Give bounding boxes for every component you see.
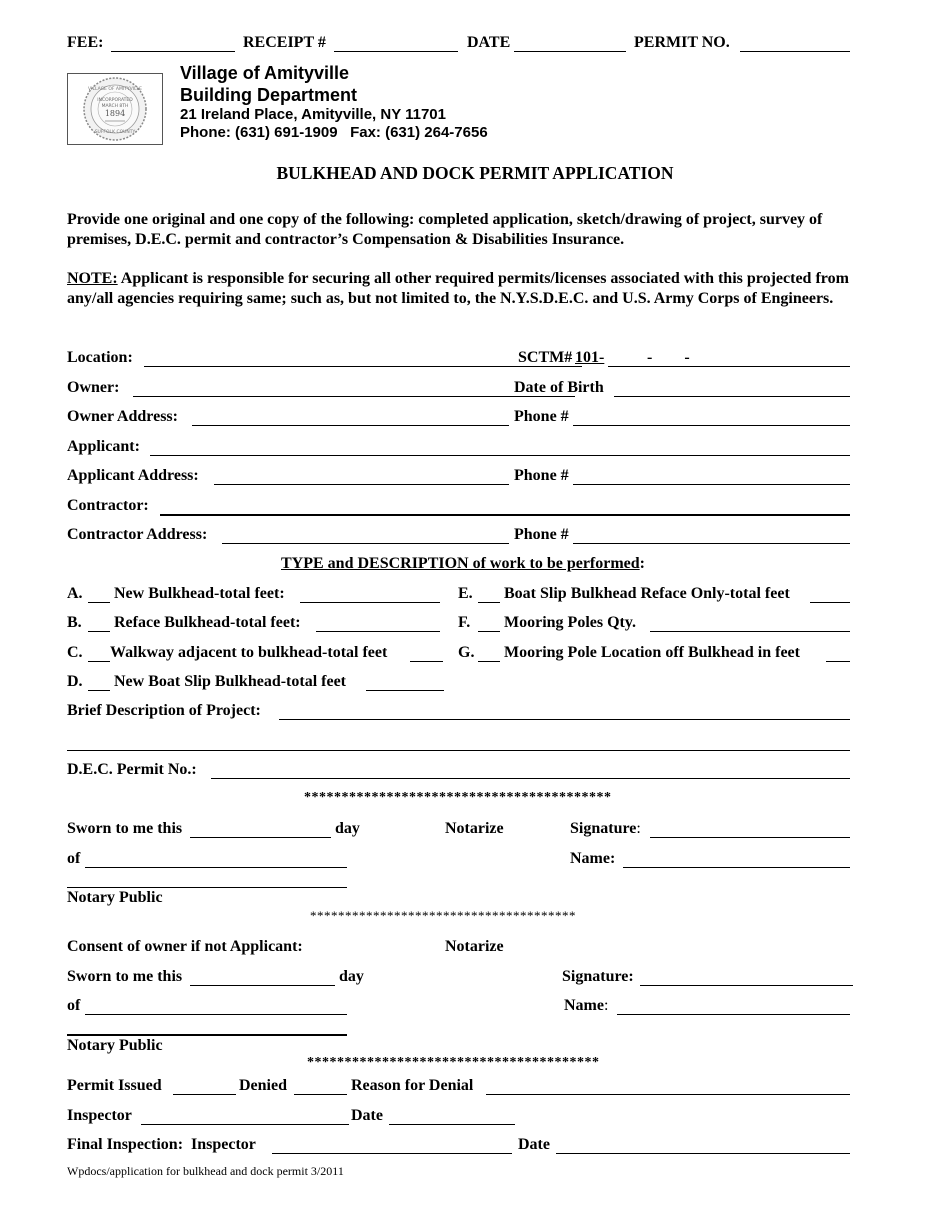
item-e-letter: E. xyxy=(458,585,473,602)
final-date-field[interactable] xyxy=(556,1136,850,1154)
item-b-check[interactable] xyxy=(88,614,110,632)
seal-emblem xyxy=(68,74,162,144)
item-a-field[interactable] xyxy=(300,585,440,603)
sworn-day-field-2[interactable] xyxy=(190,968,335,986)
owner-address-row xyxy=(67,408,850,430)
denied-label: Denied xyxy=(239,1077,287,1094)
village-seal xyxy=(67,73,163,145)
date-field[interactable] xyxy=(514,34,626,52)
sworn-label-2: Sworn to me this xyxy=(67,968,183,985)
inspector-date-label: Date xyxy=(351,1107,383,1124)
dec-permit-row xyxy=(67,761,850,783)
signature-label-1: Signature: xyxy=(570,820,641,837)
sworn-label-1: Sworn to me this xyxy=(67,820,183,837)
dob-label: Date of Birth xyxy=(514,379,604,396)
name-label-1: Name: xyxy=(570,850,616,867)
item-c-field[interactable] xyxy=(410,644,443,662)
sctm-dashes: - - xyxy=(647,349,690,366)
item-c-check[interactable] xyxy=(88,644,110,662)
notary-public-label-2: Notary Public xyxy=(67,1037,163,1054)
item-a-letter: A. xyxy=(67,585,83,602)
notary-signature-line-2[interactable] xyxy=(67,1017,347,1036)
applicant-field[interactable] xyxy=(150,438,850,456)
sctm-prefix: 101- xyxy=(575,349,605,366)
item-f-letter: F. xyxy=(458,614,471,631)
name-field-1[interactable] xyxy=(623,850,850,868)
applicant-row xyxy=(67,438,850,460)
day-label-1: day xyxy=(335,820,360,837)
sctm-field[interactable] xyxy=(608,349,850,367)
brief-description-field[interactable] xyxy=(279,702,850,720)
consent-row xyxy=(67,938,850,960)
note-text: Applicant is responsible for securing all other required permits/licenses associated with this projected from any/all agencies requiring same; such as, but not limited to, the N.Y.S.D.E.C. and U.S. Army Corps of Engineers. xyxy=(67,270,849,307)
brief-description-row xyxy=(67,702,850,724)
work-heading xyxy=(281,555,645,573)
final-inspection-label: Final Inspection: Inspector xyxy=(67,1136,256,1153)
fee-field[interactable] xyxy=(111,34,235,52)
item-a-label: New Bulkhead-total feet: xyxy=(114,585,285,602)
item-c-letter: C. xyxy=(67,644,83,661)
applicant-phone-field[interactable] xyxy=(573,467,850,485)
final-inspector-field[interactable] xyxy=(272,1136,512,1154)
of-row-1 xyxy=(67,850,850,872)
permit-no-field[interactable] xyxy=(740,34,850,52)
inspector-date-field[interactable] xyxy=(389,1107,515,1125)
item-f-field[interactable] xyxy=(650,614,850,632)
item-d-label: New Boat Slip Bulkhead-total feet xyxy=(114,673,346,690)
final-date-label: Date xyxy=(518,1136,550,1153)
work-row-d xyxy=(67,673,850,695)
work-heading-colon: : xyxy=(639,555,645,572)
permit-issued-label: Permit Issued xyxy=(67,1077,162,1094)
name-label-2: Name: xyxy=(564,997,609,1014)
department-phone-fax: Phone: (631) 691-1909 Fax: (631) 264-7656 xyxy=(180,124,488,141)
item-d-field[interactable] xyxy=(366,673,444,691)
notarize-label-2: Notarize xyxy=(445,938,504,955)
owner-address-label: Owner Address: xyxy=(67,408,178,425)
of-label-2: of xyxy=(67,997,81,1014)
day-label-2: day xyxy=(339,968,364,985)
work-row-c-g xyxy=(67,644,850,666)
of-label-1: of xyxy=(67,850,81,867)
item-b-label: Reface Bulkhead-total feet: xyxy=(114,614,301,631)
signature-label-2: Signature: xyxy=(562,968,634,985)
reason-denial-field[interactable] xyxy=(486,1077,850,1095)
contractor-phone-field[interactable] xyxy=(573,526,850,544)
seal-text-incorporated: INCORPORATED xyxy=(97,98,133,103)
date-label: DATE xyxy=(467,34,511,51)
signature-field-1[interactable] xyxy=(650,820,850,838)
of-field-1[interactable] xyxy=(85,850,347,868)
note-paragraph xyxy=(67,269,879,308)
sworn-day-field-1[interactable] xyxy=(190,820,331,838)
work-row-a-e xyxy=(67,585,850,607)
notary-signature-line-1[interactable] xyxy=(67,870,347,888)
item-g-label: Mooring Pole Location off Bulkhead in feet xyxy=(504,644,800,661)
applicant-address-label: Applicant Address: xyxy=(67,467,199,484)
dec-permit-label: D.E.C. Permit No.: xyxy=(67,761,197,778)
village-name: Village of Amityville xyxy=(180,63,350,83)
contractor-row xyxy=(67,497,850,519)
item-e-check[interactable] xyxy=(478,585,500,603)
work-row-b-f xyxy=(67,614,850,636)
location-field[interactable] xyxy=(144,349,582,367)
receipt-field[interactable] xyxy=(334,34,458,52)
owner-phone-label: Phone # xyxy=(514,408,569,425)
page-title: BULKHEAD AND DOCK PERMIT APPLICATION xyxy=(276,163,674,183)
owner-field[interactable] xyxy=(133,379,575,397)
consent-label: Consent of owner if not Applicant: xyxy=(67,938,303,955)
applicant-label: Applicant: xyxy=(67,438,140,455)
permit-no-label: PERMIT NO. xyxy=(634,34,730,51)
notary-public-label-1: Notary Public xyxy=(67,889,163,906)
building-department: Building Department xyxy=(180,85,358,105)
contractor-address-field[interactable] xyxy=(222,526,509,544)
fee-label: FEE: xyxy=(67,34,104,51)
final-inspection-row xyxy=(67,1136,850,1158)
permit-issued-field[interactable] xyxy=(173,1077,236,1095)
contractor-address-row xyxy=(67,526,850,548)
seal-text-date: MARCH 8TH xyxy=(101,104,129,109)
inspector-label: Inspector xyxy=(67,1107,132,1124)
contractor-field[interactable] xyxy=(160,497,850,516)
owner-row xyxy=(67,379,850,401)
seal-text-year: 1894 xyxy=(104,109,126,118)
sworn-row-1 xyxy=(67,820,850,842)
separator-stars-1: ***************************************** xyxy=(304,790,612,805)
contractor-phone-label: Phone # xyxy=(514,526,569,543)
seal-text-bottom: SUFFOLK COUNTY xyxy=(94,130,136,135)
applicant-address-row xyxy=(67,467,850,489)
separator-stars-3: *************************************** xyxy=(307,1055,600,1070)
applicant-phone-label: Phone # xyxy=(514,467,569,484)
contractor-address-label: Contractor Address: xyxy=(67,526,208,543)
brief-description-field-line2[interactable] xyxy=(67,733,850,751)
brief-description-label: Brief Description of Project: xyxy=(67,702,261,719)
location-row xyxy=(67,349,850,371)
inspector-row xyxy=(67,1107,850,1129)
item-a-check[interactable] xyxy=(88,585,110,603)
name-field-2[interactable] xyxy=(617,997,850,1015)
item-c-label: Walkway adjacent to bulkhead-total feet xyxy=(110,644,388,661)
work-heading-text: TYPE and DESCRIPTION of work to be performed xyxy=(281,555,640,572)
denied-field[interactable] xyxy=(294,1077,347,1095)
owner-address-field[interactable] xyxy=(192,408,509,426)
item-d-check[interactable] xyxy=(88,673,110,691)
item-b-field[interactable] xyxy=(316,614,440,632)
contractor-label: Contractor: xyxy=(67,497,149,514)
of-row-2 xyxy=(67,997,850,1019)
item-f-label: Mooring Poles Qty. xyxy=(504,614,636,631)
footer-text: Wpdocs/application for bulkhead and dock permit 3/2011 xyxy=(67,1164,344,1178)
permit-issued-row xyxy=(67,1077,850,1099)
receipt-label: RECEIPT # xyxy=(243,34,326,51)
department-address: 21 Ireland Place, Amityville, NY 11701 xyxy=(180,106,446,123)
inspector-field[interactable] xyxy=(141,1107,349,1125)
item-g-check[interactable] xyxy=(478,644,500,662)
signature-field-2[interactable] xyxy=(640,968,853,986)
item-d-letter: D. xyxy=(67,673,83,690)
sworn-row-2 xyxy=(67,968,850,990)
item-f-check[interactable] xyxy=(478,614,500,632)
seal-text-top: VILLAGE OF AMITYVILLE xyxy=(88,87,142,92)
item-g-letter: G. xyxy=(458,644,475,661)
item-e-label: Boat Slip Bulkhead Reface Only-total feet xyxy=(504,585,790,602)
instructions-text: Provide one original and one copy of the following: completed application, sketch/drawing of project, survey of premises, D.E.C. permit and contractor’s Compensation & Disabilities Insurance. xyxy=(67,211,823,248)
dob-field[interactable] xyxy=(614,379,850,397)
note-label: NOTE: xyxy=(67,270,118,287)
owner-label: Owner: xyxy=(67,379,120,396)
dec-permit-field[interactable] xyxy=(211,761,850,779)
notarize-label-1: Notarize xyxy=(445,820,504,837)
item-g-field[interactable] xyxy=(826,644,850,662)
item-b-letter: B. xyxy=(67,614,82,631)
item-e-field[interactable] xyxy=(810,585,850,603)
reason-denial-label: Reason for Denial xyxy=(351,1077,474,1094)
owner-phone-field[interactable] xyxy=(573,408,850,426)
of-field-2[interactable] xyxy=(85,997,347,1015)
separator-stars-2: ************************************** xyxy=(310,908,576,923)
sctm-label: SCTM# xyxy=(518,349,573,366)
location-label: Location: xyxy=(67,349,133,366)
applicant-address-field[interactable] xyxy=(214,467,509,485)
